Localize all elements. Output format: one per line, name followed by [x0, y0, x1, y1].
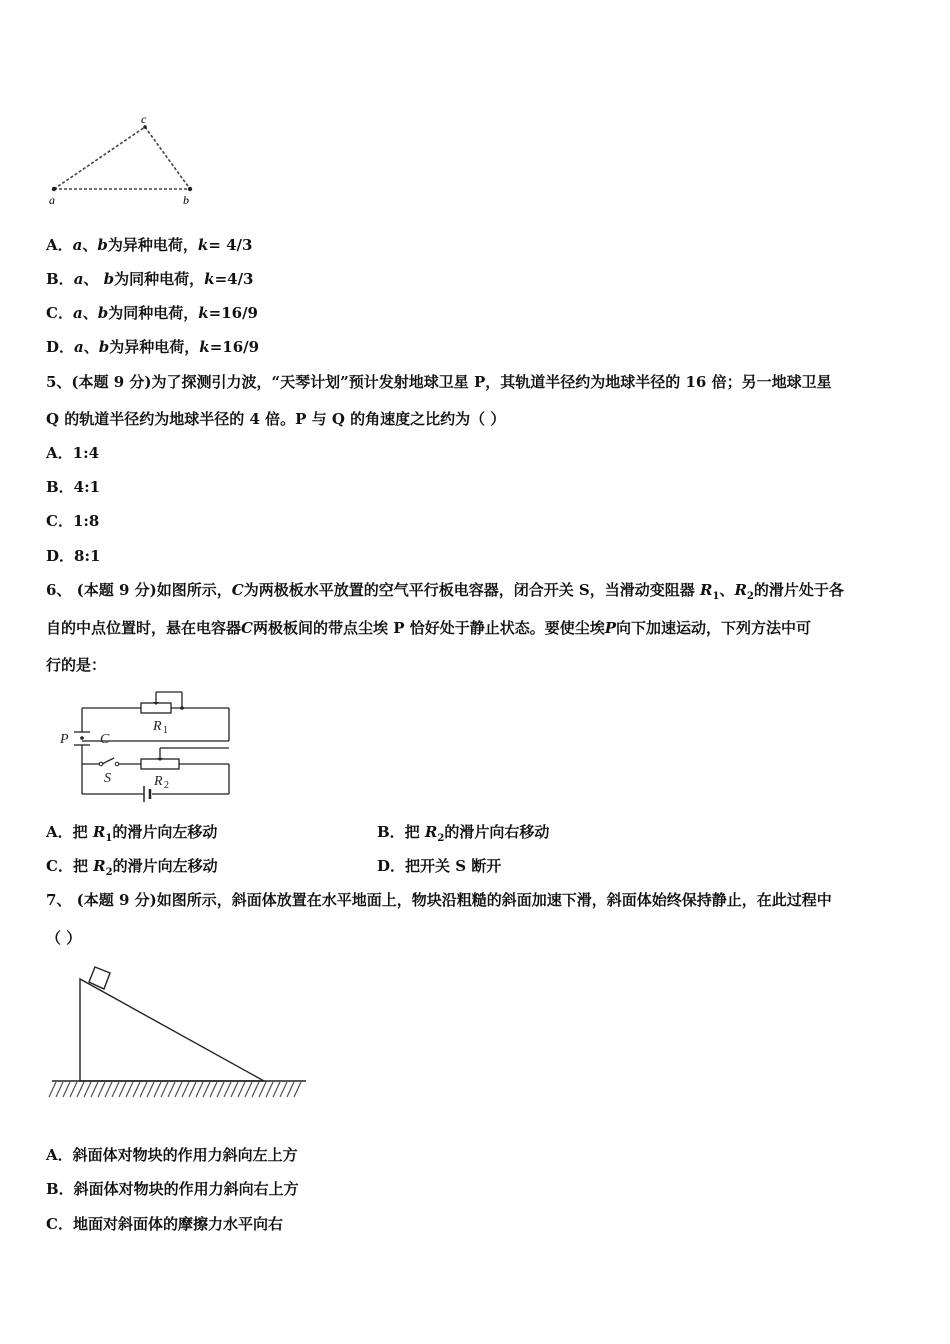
q5-option-b[interactable]: B．4:1 — [46, 478, 101, 496]
ground-hatch-line — [91, 1082, 98, 1097]
subscript: 2 — [437, 833, 445, 844]
ground-hatch-line — [77, 1082, 84, 1097]
sep: 、 — [719, 581, 735, 599]
var-c: C — [241, 619, 253, 637]
ground-hatch-line — [238, 1082, 245, 1097]
var-b: b — [97, 236, 108, 254]
option-text: 为同种电荷， — [114, 270, 205, 288]
sep: 、 — [83, 270, 104, 288]
q6-stem-line3: 行的是： — [46, 656, 107, 674]
ground-hatch-line — [280, 1082, 287, 1097]
var-a: a — [73, 270, 84, 288]
ground-hatch-line — [189, 1082, 196, 1097]
q5-stem-line1: 5、(本题 9 分)为了探测引力波，“天琴计划”预计发射地球卫星 P，其轨道半径约为地球半径的 16 倍；另一地球卫星 — [46, 373, 832, 391]
ground-hatch-line — [63, 1082, 70, 1097]
ground-hatch-line — [273, 1082, 280, 1097]
q7-option-a[interactable]: A．斜面体对物块的作用力斜向左上方 — [46, 1146, 298, 1164]
k-value: =4/3 — [214, 270, 254, 288]
q7-option-b[interactable]: B．斜面体对物块的作用力斜向右上方 — [46, 1180, 299, 1198]
var-p: P — [604, 619, 616, 637]
option-letter: A． — [46, 236, 73, 254]
option-text: 的滑片向右移动 — [444, 823, 550, 841]
subscript: 1 — [105, 833, 113, 844]
q6-option-a[interactable] — [46, 822, 217, 849]
stem-text: 自的中点位置时，悬在电容器 — [46, 619, 242, 637]
label-s: S — [104, 771, 111, 786]
circuit-diagram — [52, 686, 242, 806]
label-a: a — [49, 193, 55, 207]
var-k: k — [198, 304, 209, 322]
k-value: =16/9 — [209, 338, 260, 356]
label-r2: R — [154, 774, 163, 789]
incline-figure — [44, 960, 314, 1105]
label-c: C — [100, 732, 110, 747]
var-r: R — [424, 823, 438, 841]
stem-text: 为两极板水平放置的空气平行板电容器，闭合开关 S，当滑动变阻器 — [243, 581, 700, 599]
label-r2-sub: 2 — [164, 780, 169, 791]
var-b: b — [97, 304, 109, 322]
ground-hatch-line — [105, 1082, 112, 1097]
label-r1: R — [153, 719, 162, 734]
q4-option-d[interactable] — [46, 337, 259, 357]
ground-hatch-line — [84, 1082, 91, 1097]
label-r1-sub: 1 — [163, 725, 168, 736]
q5-option-c[interactable]: C．1:8 — [46, 512, 100, 530]
option-text: 的滑片向左移动 — [112, 857, 218, 875]
option-text: B．把 — [377, 823, 425, 841]
q6-option-c[interactable] — [46, 856, 218, 883]
subscript: 1 — [712, 591, 720, 602]
ground-hatch-line — [126, 1082, 133, 1097]
ground-hatch-line — [203, 1082, 210, 1097]
option-text: A．把 — [46, 823, 93, 841]
ground-hatch-line — [287, 1082, 294, 1097]
ground-hatch-line — [70, 1082, 77, 1097]
var-a: a — [74, 338, 84, 356]
ground-hatch-line — [224, 1082, 231, 1097]
label-p: P — [60, 732, 69, 747]
var-r: R — [92, 823, 106, 841]
ground-hatch-line — [154, 1082, 161, 1097]
var-k: k — [197, 236, 209, 254]
q6-stem-line1 — [46, 580, 844, 607]
var-c: C — [231, 581, 244, 599]
ground-hatch-line — [259, 1082, 266, 1097]
sep: 、 — [82, 236, 98, 254]
label-c: c — [141, 112, 147, 126]
q6-option-d[interactable]: D．把开关 S 断开 — [377, 857, 502, 875]
ground-hatch-line — [252, 1082, 259, 1097]
ground-hatch-line — [140, 1082, 147, 1097]
stem-text: 向下加速运动，下列方法中可 — [615, 619, 811, 637]
var-b: b — [98, 338, 110, 356]
var-r: R — [93, 857, 106, 875]
var-r: R — [734, 581, 747, 599]
q7-option-c[interactable]: C．地面对斜面体的摩擦力水平向右 — [46, 1215, 283, 1233]
ground-hatch-line — [217, 1082, 224, 1097]
var-b: b — [103, 270, 115, 288]
sep: 、 — [82, 304, 98, 322]
stem-text: 两极板间的带点尘埃 P 恰好处于静止状态。要使尘埃 — [252, 619, 605, 637]
ground-hatch-line — [49, 1082, 56, 1097]
option-text: 为异种电荷， — [109, 338, 200, 356]
ground-hatch-line — [175, 1082, 182, 1097]
ground-hatch-line — [112, 1082, 119, 1097]
sep: 、 — [83, 338, 99, 356]
ground-hatch-line — [182, 1082, 189, 1097]
ground-hatch-line — [133, 1082, 140, 1097]
ground-hatch-line — [245, 1082, 252, 1097]
ground-hatch-line — [294, 1082, 301, 1097]
option-letter: C． — [46, 304, 73, 322]
q7-stem-line2: （ ） — [46, 929, 82, 947]
var-r: R — [699, 581, 713, 599]
q6-option-b[interactable] — [377, 822, 549, 849]
q7-stem-line1: 7、 (本题 9 分)如图所示，斜面体放置在水平地面上，物块沿粗糙的斜面加速下滑，斜面体始终保持静止，在此过程中 — [46, 891, 832, 909]
ground-hatch-line — [231, 1082, 238, 1097]
q5-stem-line2: Q 的轨道半径约为地球半径的 4 倍。P 与 Q 的角速度之比约为（ ） — [46, 410, 506, 428]
option-letter: B． — [46, 270, 74, 288]
ground-hatch-line — [119, 1082, 126, 1097]
ground-hatch-line — [266, 1082, 273, 1097]
var-a: a — [72, 304, 83, 322]
subscript: 2 — [746, 591, 754, 602]
var-k: k — [204, 270, 215, 288]
q6-stem-line2 — [46, 618, 811, 638]
q5-option-d[interactable]: D．8:1 — [46, 547, 101, 565]
k-value: =16/9 — [208, 304, 258, 322]
q4-option-a[interactable] — [46, 235, 252, 255]
ground-hatch-line — [210, 1082, 217, 1097]
ground-hatch-line — [98, 1082, 105, 1097]
ground-hatch-line — [56, 1082, 63, 1097]
option-text: 为异种电荷， — [107, 236, 198, 254]
q4-option-b[interactable] — [46, 269, 254, 289]
k-value: = 4/3 — [208, 236, 253, 254]
option-text: 为同种电荷， — [108, 304, 199, 322]
option-letter: D． — [46, 338, 75, 356]
ground-hatch-line — [161, 1082, 168, 1097]
ground-hatch-line — [147, 1082, 154, 1097]
stem-text: 6、 (本题 9 分)如图所示， — [46, 581, 232, 599]
ground-hatch-line — [168, 1082, 175, 1097]
q5-option-a[interactable]: A．1:4 — [46, 444, 100, 462]
ground-hatch-line — [196, 1082, 203, 1097]
option-text: 的滑片向左移动 — [112, 823, 218, 841]
subscript: 2 — [105, 867, 113, 878]
option-text: C．把 — [46, 857, 94, 875]
stem-text: 的滑片处于各 — [753, 581, 844, 599]
var-k: k — [199, 338, 210, 356]
triangle-figure — [44, 110, 204, 210]
q4-option-c[interactable] — [46, 303, 258, 323]
label-b: b — [183, 193, 189, 207]
var-a: a — [72, 236, 83, 254]
